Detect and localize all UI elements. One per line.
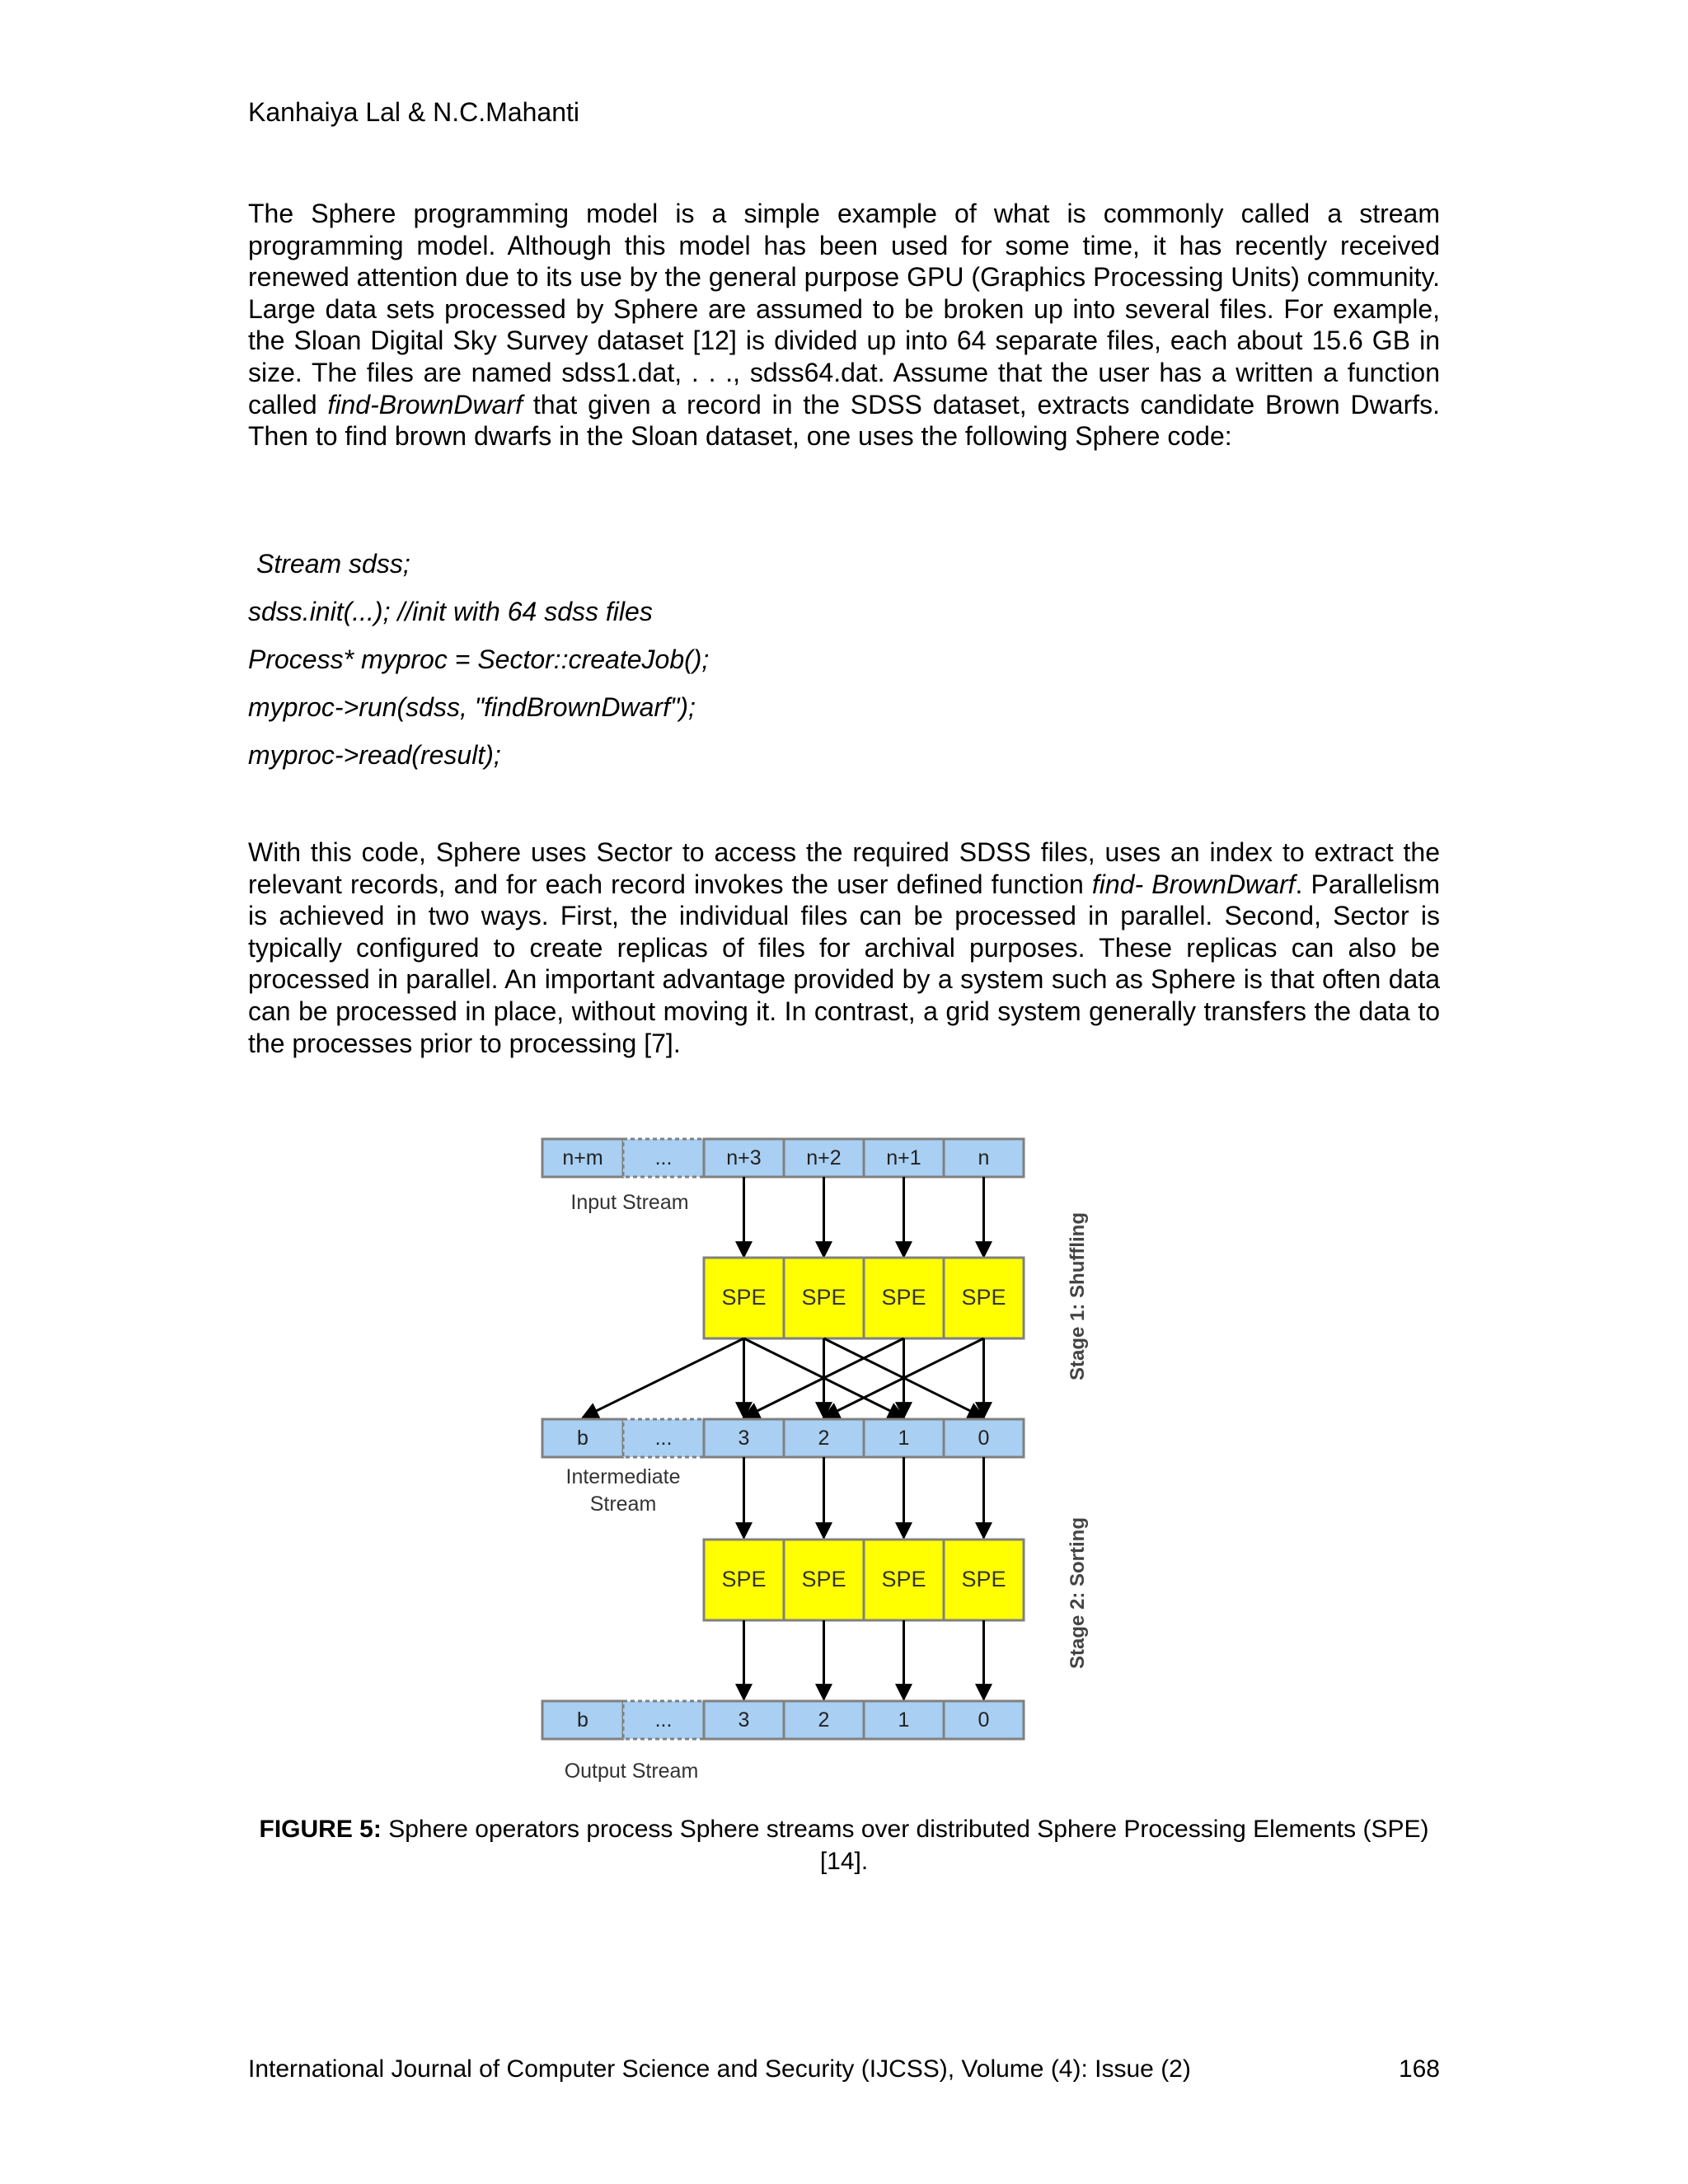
code-line-5: myproc->read(result);: [248, 740, 501, 770]
intermediate-stream-cell-label-4: 1: [898, 1427, 910, 1450]
output-stream-label: Output Stream: [564, 1760, 699, 1783]
intermediate-label-line1: Intermediate: [565, 1465, 681, 1488]
output-stream-cell-label-0: b: [577, 1708, 588, 1732]
paragraph-2-text-b: . Parallelism is achieved in two ways. First, the individual files can be processed in parallel. Second, Sector is typically configured to create replicas of files for archival purposes. These replicas can also be processed in parallel. An important advantage provided by a system such as Sphere is that often data can be processed in place, without moving it. In contrast, a grid system generally transfers the data to the processes prior to processing [7].: [248, 869, 1441, 1058]
stage1-label: Stage 1: Shuffling: [1067, 1212, 1089, 1380]
body-paragraph-1: [248, 198, 1440, 452]
input-stream-cell-label-4: n+1: [886, 1146, 921, 1169]
stage2-spe-label-3: SPE: [961, 1567, 1006, 1591]
intermediate-stream-cell-label-1: ...: [654, 1427, 673, 1450]
output-stream-cell-label-3: 2: [818, 1708, 830, 1732]
body-paragraph-2: [248, 837, 1440, 1059]
stage1-spe-label-3: SPE: [961, 1285, 1006, 1310]
stage2-label: Stage 2: Sorting: [1067, 1516, 1089, 1670]
output-stream-cell-label-1: ...: [654, 1708, 673, 1732]
intermediate-stream-cell-label-5: 0: [978, 1427, 990, 1450]
stage2-spe-label-0: SPE: [721, 1567, 767, 1591]
input-stream-cell-label-0: n+m: [562, 1146, 603, 1169]
figure-caption: [248, 1813, 1440, 1877]
input-stream-cell-label-1: ...: [654, 1146, 673, 1169]
function-name-term: find-BrownDwarf: [327, 389, 523, 419]
page-header-authors: Kanhaiya Lal & N.C.Mahanti: [248, 97, 579, 127]
output-stream-cell-label-4: 1: [898, 1708, 910, 1732]
code-line-4: myproc->run(sdss, "findBrownDwarf");: [248, 692, 696, 722]
intermediate-stream-cell-label-3: 2: [818, 1427, 830, 1450]
figure-caption-label: FIGURE 5:: [259, 1816, 382, 1843]
stage1-spe-label-1: SPE: [801, 1285, 846, 1310]
code-line-2: sdss.init(...); //init with 64 sdss files: [248, 597, 653, 626]
stage2-spe-label-1: SPE: [801, 1567, 846, 1591]
footer-page-number: 168: [1398, 2055, 1440, 2083]
code-line-3: Process* myproc = Sector::createJob();: [248, 644, 710, 674]
input-stream-cell-label-3: n+2: [806, 1146, 842, 1169]
output-stream-cell-label-2: 3: [738, 1708, 750, 1732]
footer-journal: International Journal of Computer Science and Security (IJCSS), Volume (4): Issue (2): [248, 2055, 1191, 2083]
figure-caption-text: Sphere operators process Sphere streams over distributed Sphere Processing Elements (SPE) [14].: [381, 1816, 1429, 1875]
paragraph-2-text-a: With this code, Sphere uses Sector to access the required SDSS files, uses an index to extract the relevant records, and for each record invokes the user defined function: [248, 837, 1440, 899]
paragraph-1-text-a: The Sphere programming model is a simple example of what is commonly called a stream programming model. Although this model has been used for some time, it has recently received renewed attention due to its use by the general purpose GPU (Graphics Processing Units) community. Large data sets processed by Sphere are assumed to be broken up into several files. For example, the Sloan Digital Sky Survey dataset [12] is divided up into 64 separate files, each about 15.6 GB in size. The files are named sdss1.dat, . . ., sdss64.dat. Assume that the user has a written a function called: [248, 199, 1440, 419]
intermediate-stream-cell-label-0: b: [577, 1427, 588, 1450]
paragraph-1-text-b: that given a record in the SDSS dataset, extracts candidate Brown Dwarfs. Then to find brown dwarfs in the Sloan dataset, one uses the following Sphere code:: [248, 389, 1441, 452]
stage1-spe-label-0: SPE: [721, 1285, 767, 1310]
function-name-term-2: find- BrownDwarf: [1091, 869, 1296, 899]
stage2-spe-label-2: SPE: [881, 1567, 926, 1591]
intermediate-label-line2: Stream: [589, 1493, 657, 1516]
shuffle-arrow-0: [583, 1338, 744, 1418]
input-stream-label: Input Stream: [570, 1191, 689, 1214]
intermediate-stream-cell-label-2: 3: [738, 1427, 750, 1450]
output-stream-cell-label-5: 0: [978, 1708, 990, 1732]
input-stream-cell-label-2: n+3: [726, 1146, 762, 1169]
stage1-spe-label-2: SPE: [881, 1285, 926, 1310]
input-stream-cell-label-5: n: [978, 1146, 990, 1169]
code-line-1: Stream sdss;: [256, 549, 410, 579]
figure-sphere-diagram: [519, 1121, 1113, 1797]
